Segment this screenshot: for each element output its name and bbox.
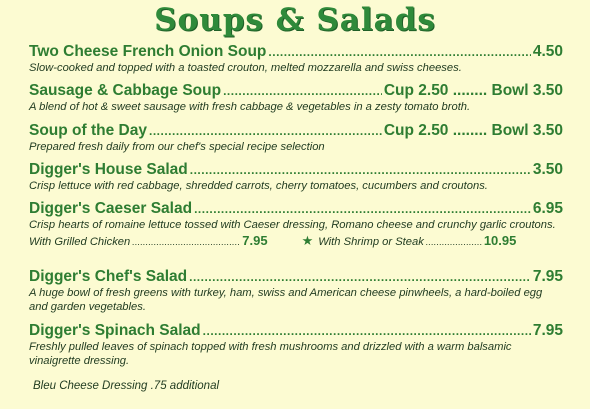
item-price: 7.95 xyxy=(532,322,563,339)
addon-shrimp-steak-label: With Shrimp or Steak xyxy=(318,236,424,248)
dot-leader xyxy=(426,235,482,250)
item-name: Soup of the Day xyxy=(29,122,147,139)
addon-chicken-label: With Grilled Chicken xyxy=(29,236,131,248)
menu-item-french-onion-soup xyxy=(29,43,563,75)
item-description: Slow-cooked and topped with a toasted crouton, melted mozzarella and swiss cheeses. xyxy=(29,62,462,74)
item-name: Two Cheese French Onion Soup xyxy=(29,43,267,60)
dot-leader xyxy=(194,200,531,218)
menu-item-sausage-cabbage-soup xyxy=(29,82,563,114)
item-name: Sausage & Cabbage Soup xyxy=(29,82,222,99)
dot-leader xyxy=(189,268,531,286)
item-name: Digger's Spinach Salad xyxy=(29,322,201,339)
dot-leader xyxy=(190,161,531,179)
addon-chicken-price: 7.95 xyxy=(242,233,268,248)
item-name: Digger's House Salad xyxy=(29,161,188,178)
addon-shrimp-steak-price: 10.95 xyxy=(483,233,517,248)
item-description: A huge bowl of fresh greens with turkey, ham, swiss and American cheese pinwheels, a hard-boiled egg and garden vegetables. xyxy=(29,287,543,313)
item-name: Digger's Caeser Salad xyxy=(29,200,193,217)
dot-leader xyxy=(203,322,531,340)
item-description: Freshly pulled leaves of spinach topped with fresh mushrooms and drizzled with a warm balsamic vinaigrette dressing. xyxy=(29,341,512,367)
addon-row xyxy=(29,233,563,250)
menu-item-caeser-salad xyxy=(29,200,563,250)
menu-item-chefs-salad xyxy=(29,268,563,314)
dot-leader xyxy=(149,122,382,140)
item-price: Cup 2.50 ........ Bowl 3.50 xyxy=(383,82,563,99)
item-price: 4.50 xyxy=(532,43,563,60)
dot-leader xyxy=(223,82,382,100)
item-price: 3.50 xyxy=(532,161,563,178)
menu-item-house-salad xyxy=(29,161,563,193)
star-icon: ★ xyxy=(301,233,314,248)
item-description: A blend of hot & sweet sausage with fresh cabbage & vegetables in a zesty tomato broth. xyxy=(29,101,471,113)
dressing-note: Bleu Cheese Dressing .75 additional xyxy=(33,380,220,392)
item-description: Prepared fresh daily from our chef's special recipe selection xyxy=(29,141,325,153)
item-price: Cup 2.50 ........ Bowl 3.50 xyxy=(383,122,563,139)
dot-leader xyxy=(268,43,530,61)
page-title: Soups & Salads xyxy=(154,2,436,38)
item-description: Crisp lettuce with red cabbage, shredded carrots, cherry tomatoes, cucumbers and croutons. xyxy=(29,180,488,192)
item-name: Digger's Chef's Salad xyxy=(29,268,188,285)
dot-leader xyxy=(132,235,240,250)
item-description: Crisp hearts of romaine lettuce tossed with Caeser dressing, Romano cheese and crunchy garlic croutons. xyxy=(29,219,556,231)
item-price: 6.95 xyxy=(532,200,563,217)
menu-item-soup-of-the-day xyxy=(29,122,563,154)
item-price: 7.95 xyxy=(532,268,563,285)
menu-item-spinach-salad xyxy=(29,322,563,368)
